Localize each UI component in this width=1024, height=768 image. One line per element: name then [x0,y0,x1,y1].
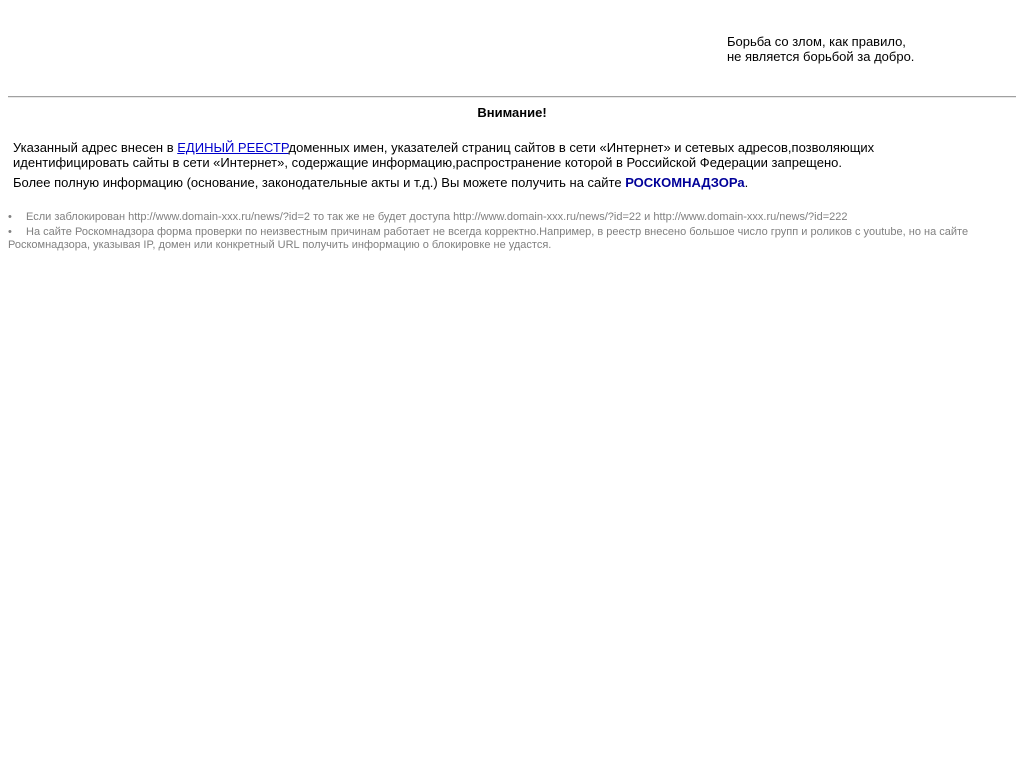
quote-line-2: не является борьбой за добро. [727,49,915,64]
bullet-icon: • [8,226,12,238]
notice-suffix: доменных имен, указателей страниц сайтов в сети «Интернет» и сетевых адресов,позволяющих идентифицировать сайты в сети «Интернет», содержащие информацию,распространение которой в Российской Федерации запрещено. [13,140,875,170]
more-info-prefix: Более полную информацию (основание, законодательные акты и т.д.) Вы можете получить на сайте [13,175,626,190]
more-info-paragraph [13,175,913,190]
block-notice-paragraph [13,140,913,170]
notes-list [8,211,998,254]
unified-registry-link[interactable]: ЕДИНЫЙ РЕЕСТР [177,140,289,155]
list-item [8,226,998,252]
roskomnadzor-link[interactable]: РОСКОМНАДЗОРа [625,175,745,190]
note-text: На сайте Роскомнадзора форма проверки по неизвестным причинам работает не всегда корректно.Например, в реестр внесено большое число групп и роликов с youtube, но на сайте Роскомнадзора, указывая IP, домен или конкретный URL получить информацию о блокировке не удастся. [8,226,969,251]
list-item [8,211,998,224]
attention-heading: Внимание! [477,105,547,120]
bullet-icon: • [8,211,12,223]
more-info-suffix: . [744,175,749,190]
note-text: Если заблокирован http://www.domain-xxx.ru/news/?id=2 то так же не будет доступа http://www.domain-xxx.ru/news/?id=22 и http://www.domain-xxx.ru/news/?id=222 [26,211,848,223]
epigraph-quote [727,34,914,64]
horizontal-divider [8,96,1016,98]
quote-line-1: Борьба со злом, как правило, [727,34,906,49]
notice-prefix: Указанный адрес внесен в [13,140,178,155]
